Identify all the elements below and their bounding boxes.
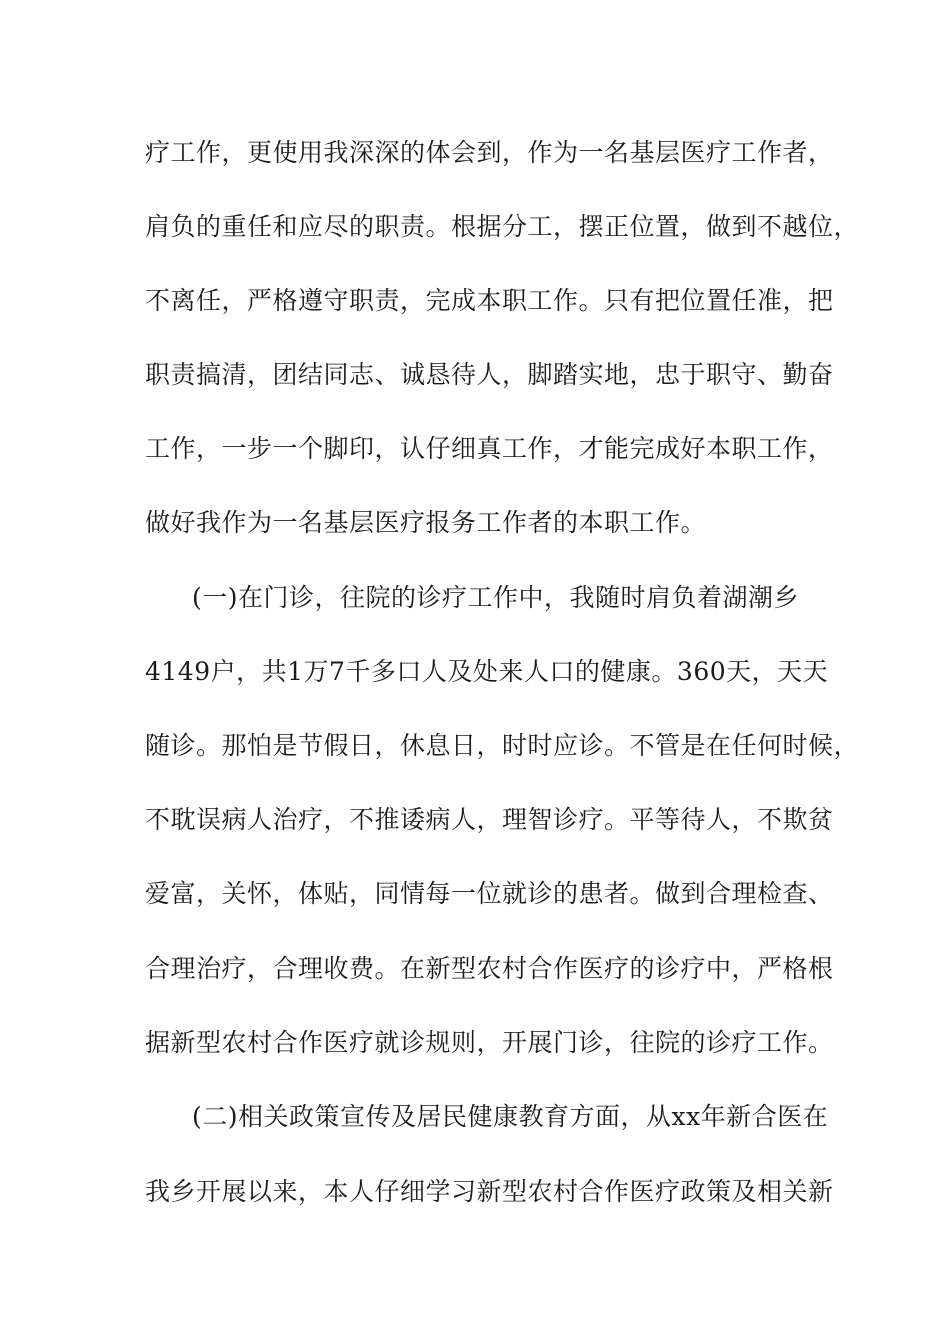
- text-line-13: 据新型农村合作医疗就诊规则，开展门诊，往院的诊疗工作。: [145, 1028, 834, 1057]
- text-line-8: 4149户，共1万7千多口人及处来人口的健康。360天，天天: [145, 657, 829, 686]
- text-line-15: 我乡开展以来，本人仔细学习新型农村合作医疗政策及相关新: [145, 1177, 834, 1206]
- text-line-5: 工作，一步一个脚印，认仔细真工作，才能完成好本职工作，: [145, 434, 834, 463]
- text-line-1: 疗工作，更使用我深深的体会到，作为一名基层医疗工作者，: [145, 138, 834, 167]
- text-line-10: 不耽误病人治疗，不推诿病人，理智诊疗。平等待人，不欺贫: [145, 805, 834, 834]
- text-line-9: 随诊。那怕是节假日，休息日，时时应诊。不管是在任何时候，: [145, 731, 860, 760]
- text-line-3: 不离任，严格遵守职责，完成本职工作。只有把位置任准，把: [145, 286, 834, 315]
- text-line-4: 职责搞清，团结同志、诚恳待人，脚踏实地，忠于职守、勤奋: [145, 360, 834, 389]
- text-line-6: 做好我作为一名基层医疗报务工作者的本职工作。: [145, 508, 707, 537]
- text-line-2: 肩负的重任和应尽的职责。根据分工，摆正位置，做到不越位，: [145, 212, 860, 241]
- text-line-12: 合理治疗，合理收费。在新型农村合作医疗的诊疗中，严格根: [145, 954, 834, 983]
- paragraph-1-first-line: (一)在门诊，往院的诊疗工作中，我随时肩负着湖潮乡: [192, 583, 800, 612]
- text-line-11: 爱富，关怀，体贴，同情每一位就诊的患者。做到合理检查、: [145, 879, 834, 908]
- paragraph-2-first-line: (二)相关政策宣传及居民健康教育方面，从xx年新合医在: [192, 1102, 829, 1131]
